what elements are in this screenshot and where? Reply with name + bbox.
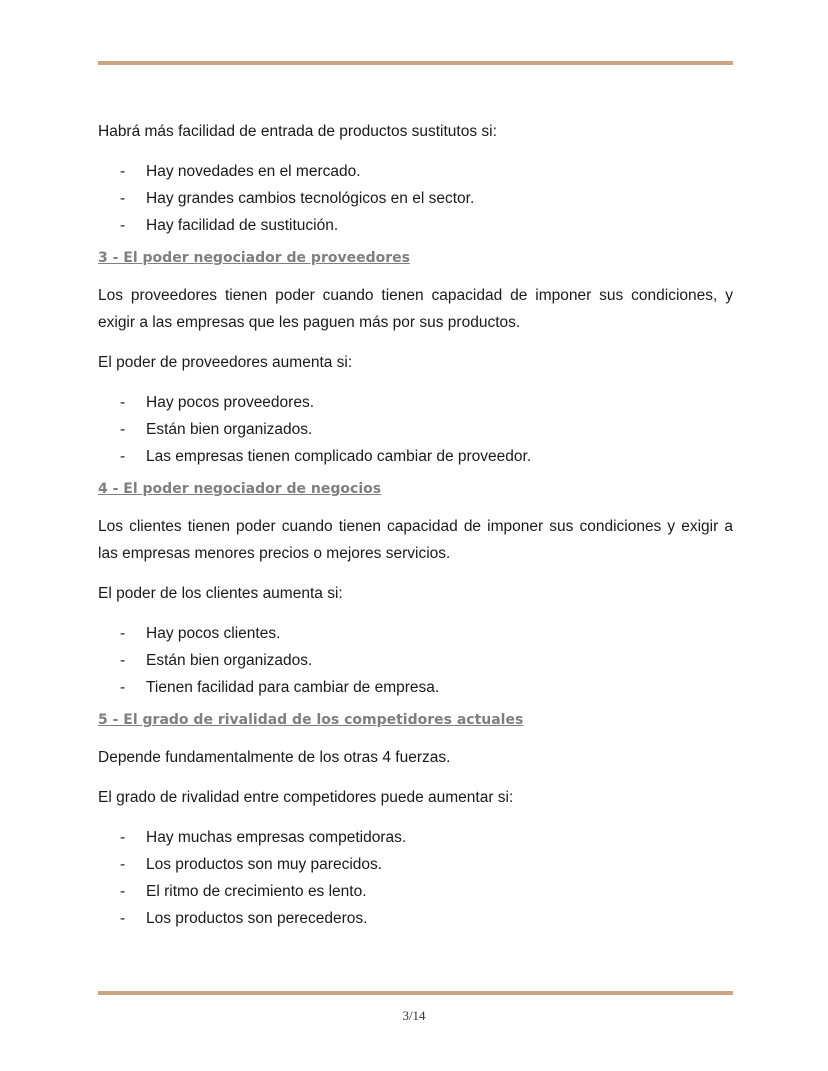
section-3-heading: 3 - El poder negociador de proveedores — [98, 250, 410, 266]
section-4-paragraph: Los clientes tienen poder cuando tienen capacidad de imponer sus condiciones y exigir a las empresas menores precios o mejores servicios. — [98, 518, 733, 562]
intro-text: Habrá más facilidad de entrada de productos sustitutos si: — [98, 123, 497, 140]
list-item: - Los productos son perecederos. — [98, 905, 733, 932]
section-5-list — [98, 824, 733, 932]
page-content — [98, 118, 733, 940]
dash-bullet: - — [120, 652, 126, 669]
dash-bullet: - — [120, 883, 126, 900]
section-5-paragraph: Depende fundamentalmente de los otras 4 fuerzas. — [98, 749, 451, 766]
intro-list — [98, 158, 733, 239]
list-item: - Hay pocos clientes. — [98, 620, 733, 647]
dash-bullet: - — [120, 829, 126, 846]
list-item: - Están bien organizados. — [98, 647, 733, 674]
list-item: - Tienen facilidad para cambiar de empresa. — [98, 674, 733, 701]
section-4-heading: 4 - El poder negociador de negocios — [98, 481, 382, 497]
section-4-lead: El poder de los clientes aumenta si: — [98, 585, 343, 602]
list-item: - Hay pocos proveedores. — [98, 389, 733, 416]
dash-bullet: - — [120, 394, 126, 411]
dash-bullet: - — [120, 448, 126, 465]
section-4-list — [98, 620, 733, 701]
dash-bullet: - — [120, 910, 126, 927]
header-rule — [98, 61, 733, 65]
dash-bullet: - — [120, 625, 126, 642]
section-3-lead: El poder de proveedores aumenta si: — [98, 354, 353, 371]
list-item: - Hay novedades en el mercado. — [98, 158, 733, 185]
page-number: 3/14 — [402, 1008, 426, 1023]
list-item: - Hay muchas empresas competidoras. — [98, 824, 733, 851]
list-item: - El ritmo de crecimiento es lento. — [98, 878, 733, 905]
list-item: - Están bien organizados. — [98, 416, 733, 443]
dash-bullet: - — [120, 163, 126, 180]
section-3-paragraph: Los proveedores tienen poder cuando tienen capacidad de imponer sus condiciones, y exigir a las empresas que les paguen más por sus productos. — [98, 287, 733, 331]
section-3-list — [98, 389, 733, 470]
list-item: - Las empresas tienen complicado cambiar de proveedor. — [98, 443, 733, 470]
dash-bullet: - — [120, 856, 126, 873]
list-item: - Hay grandes cambios tecnológicos en el sector. — [98, 185, 733, 212]
section-5-heading: 5 - El grado de rivalidad de los competidores actuales — [98, 712, 524, 728]
footer-rule — [98, 991, 733, 995]
dash-bullet: - — [120, 679, 126, 696]
dash-bullet: - — [120, 421, 126, 438]
list-item: - Los productos son muy parecidos. — [98, 851, 733, 878]
list-item: - Hay facilidad de sustitución. — [98, 212, 733, 239]
dash-bullet: - — [120, 217, 126, 234]
dash-bullet: - — [120, 190, 126, 207]
section-5-lead: El grado de rivalidad entre competidores puede aumentar si: — [98, 789, 514, 806]
